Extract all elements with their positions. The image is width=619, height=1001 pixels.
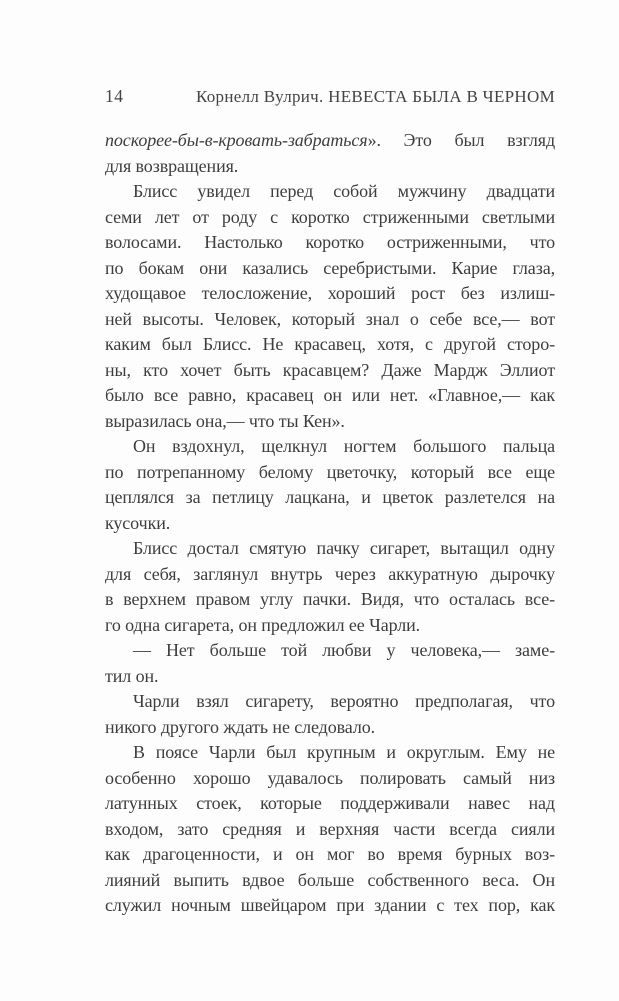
text-line: семи лет от роду с коротко стриженными светлыми: [105, 206, 555, 227]
text-segment: ». Это был взгляд: [367, 130, 555, 150]
italic-text-segment: поскорее-бы-в-кровать-забраться: [105, 130, 368, 150]
body-text: [105, 128, 555, 919]
page-number: 14: [105, 86, 124, 106]
text-line: Он вздохнул, щелкнул ногтем большого пальца: [133, 436, 555, 456]
text-line: по потрепанному белому цветочку, который все еще: [105, 461, 555, 482]
text-line: Блисс увидел перед собой мужчину двадцати: [133, 181, 555, 201]
page-header: [105, 86, 555, 108]
text-line: входом, зато средняя и верхняя части всегда сияли: [105, 818, 555, 839]
text-line: по бокам они казались серебристыми. Карие глаза,: [105, 257, 555, 278]
text-line: цеплялся за петлицу лацкана, и цветок разлетелся на: [105, 487, 555, 507]
text-line: было все равно, красавец он или нет. «Главное,— как: [105, 385, 555, 405]
text-line: В поясе Чарли был крупным и округлым. Ему не: [133, 742, 555, 762]
text-line: никого другого ждать не следовало.: [105, 716, 376, 737]
text-line: лияний выпить вдвое больше собственного веса. Он: [105, 869, 555, 890]
text-line: — Нет больше той любви у человека,— заме-: [133, 640, 555, 660]
text-line: особенно хорошо удавалось полировать самый низ: [105, 767, 555, 788]
text-line: худощавое телосложение, хороший рост без излиш-: [105, 283, 555, 303]
text-line: Чарли взял сигарету, вероятно предполагая, что: [133, 691, 555, 711]
text-line: го одна сигарета, он предложил ее Чарли.: [105, 614, 421, 635]
text-line: кусочки.: [105, 512, 171, 533]
text-line: выразилась она,— что ты Кен».: [105, 410, 345, 431]
text-line: волосами. Настолько коротко остриженными, что: [105, 232, 555, 252]
running-head: Корнелл Вулрич. НЕВЕСТА БЫЛА В ЧЕРНОМ: [195, 87, 555, 106]
text-line: для себя, заглянул внутрь через аккуратную дырочку: [105, 563, 555, 584]
text-line: ней высоты. Человек, который знал о себе все,— вот: [105, 308, 555, 329]
text-line: [105, 128, 555, 154]
text-line: Блисс достал смятую пачку сигарет, вытащил одну: [133, 538, 555, 558]
text-line: в верхнем правом углу пачки. Видя, что осталась все-: [105, 589, 555, 609]
text-line: для возвращения.: [105, 155, 239, 176]
text-line: тил он.: [105, 665, 159, 686]
text-line: латунных стоек, которые поддерживали навес над: [105, 793, 555, 813]
text-line: каким был Блисс. Не красавец, хотя, с другой сторо-: [105, 334, 555, 354]
text-line: ны, кто хочет быть красавцем? Даже Мардж Эллиот: [105, 359, 555, 380]
text-line: как драгоценности, и он мог во время бурных воз-: [105, 844, 555, 864]
text-line: служил ночным швейцаром при здании с тех пор, как: [105, 895, 555, 915]
